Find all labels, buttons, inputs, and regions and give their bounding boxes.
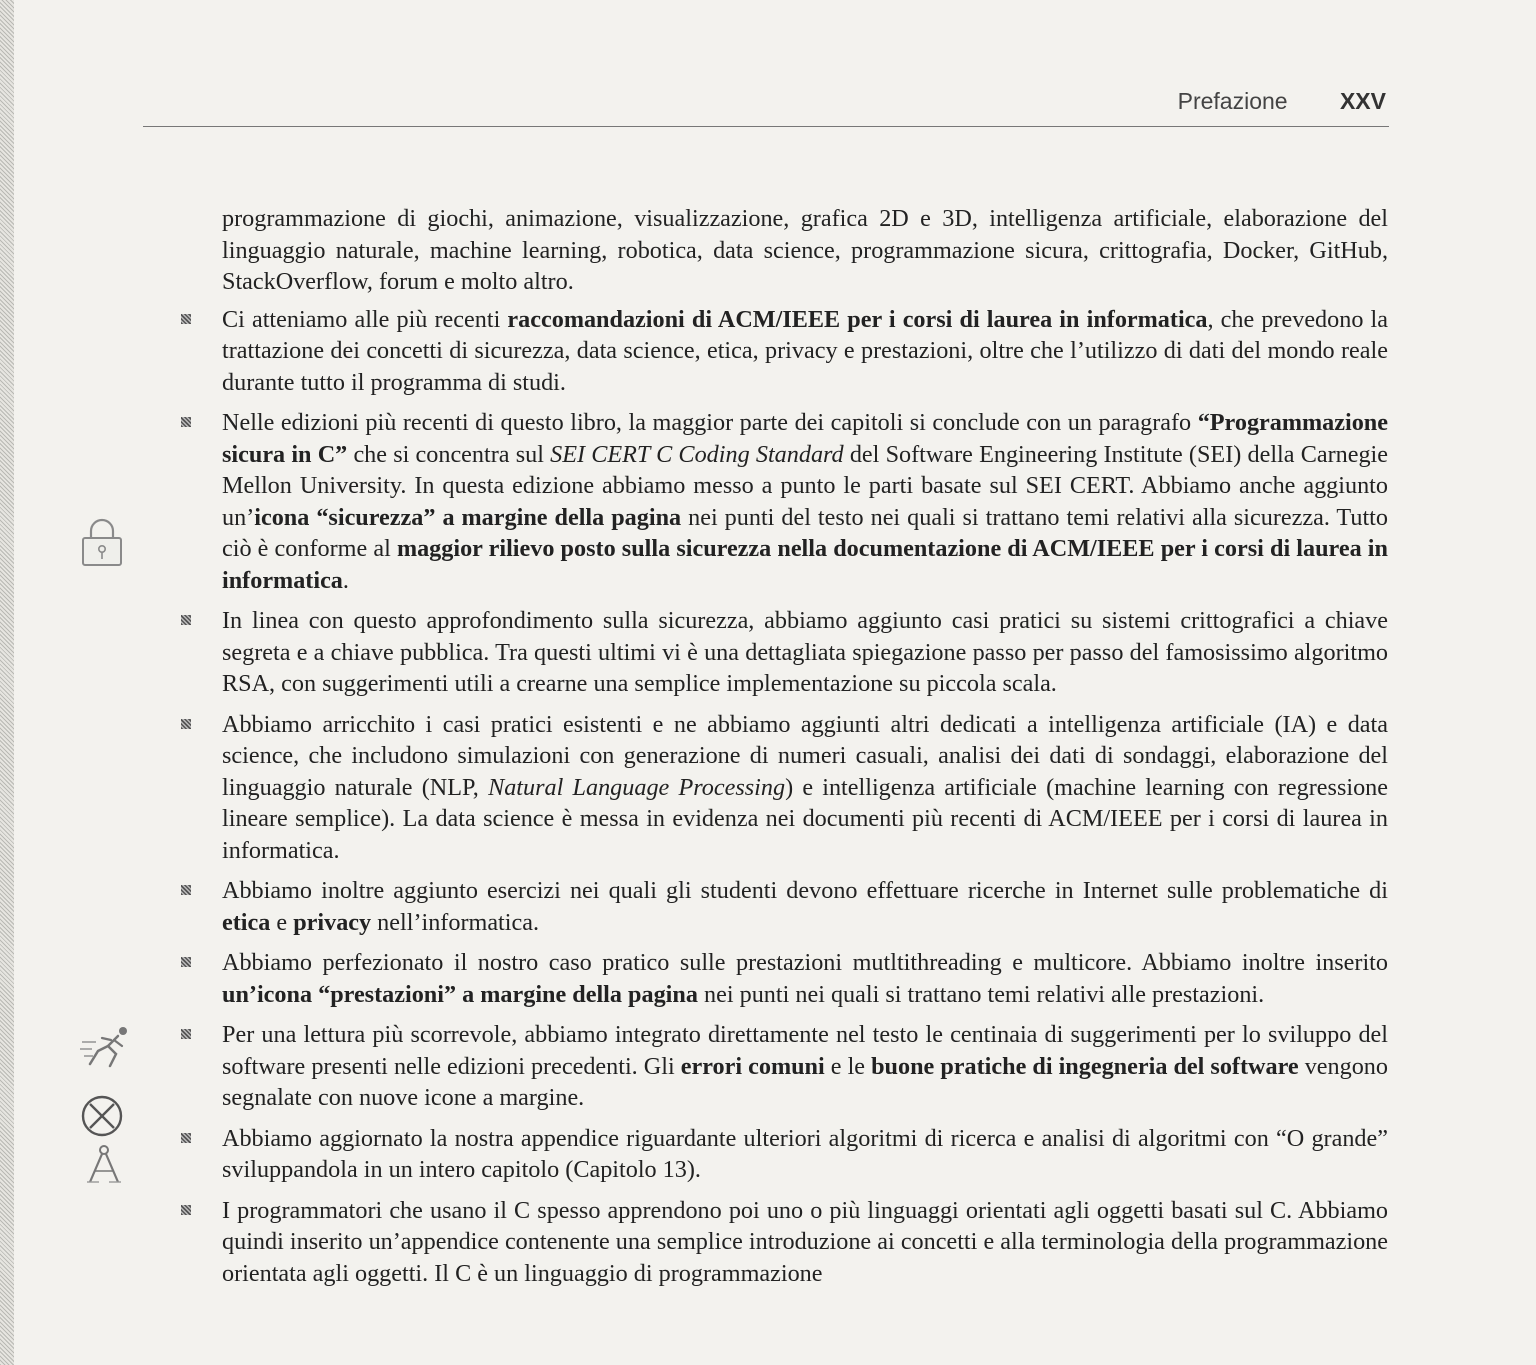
list-item: Ci atteniamo alle più recenti raccomandazioni di ACM/IEEE per i corsi di laurea in informatica, che prevedono la trattazione dei concetti di sicurezza, data science, etica, privacy e prestazioni, oltre che l’utilizzo di dati del mondo reale durante tutto il programma di studi. (222, 304, 1388, 399)
bullet-icon (181, 885, 191, 895)
list-item: Nelle edizioni più recenti di questo libro, la maggior parte dei capitoli si conclude con un paragrafo “Programmazione sicura in C” che si concentra sul SEI CERT C Coding Standard del Software Engineering Institute (SEI) della Carnegie Mellon University. In questa edizione abbiamo messo a punto le parti basate sul SEI CERT. Abbiamo anche aggiunto un’icona “sicurezza” a margine della pagina nei punti del testo nei quali si trattano temi relativi alla sicurezza. Tutto ciò è conforme al maggior rilievo posto sulla sicurezza nella documentazione di ACM/IEEE per i corsi di laurea in informatica. (222, 407, 1388, 596)
page-number: XXV (1339, 88, 1386, 114)
list-item: Abbiamo perfezionato il nostro caso pratico sulle prestazioni mutltithreading e multicore. Abbiamo inoltre inserito un’icona “prestazioni” a margine della pagina nei punti nei quali si trattano temi relativi alle prestazioni. (222, 947, 1388, 1010)
bullet-icon (181, 1205, 191, 1215)
running-head (1178, 88, 1386, 115)
list-item: Abbiamo aggiornato la nostra appendice riguardante ulteriori algoritmi di ricerca e analisi di algoritmi con “O grande” sviluppandola in un intero capitolo (Capitolo 13). (222, 1123, 1388, 1186)
section-title: Prefazione (1177, 88, 1288, 114)
list-item: Abbiamo arricchito i casi pratici esistenti e ne abbiamo aggiunti altri dedicati a intelligenza artificiale (IA) e data science, che includono simulazioni con generazione di numeri casuali, analisi dei dati di sondaggi, elaborazione del linguaggio naturale (NLP, Natural Language Processing) e intelligenza artificiale (machine learning con regressione lineare semplice). La data science è messa in evidenza nei documenti più recenti di ACM/IEEE per i corsi di laurea in informatica. (222, 709, 1388, 867)
common-error-icon (80, 1094, 124, 1138)
list-item: Abbiamo inoltre aggiunto esercizi nei quali gli studenti devono effettuare ricerche in Internet sulle problematiche di etica e privacy nell’informatica. (222, 875, 1388, 938)
list-item: In linea con questo approfondimento sulla sicurezza, abbiamo aggiunto casi pratici su sistemi crittografici a chiave segreta e a chiave pubblica. Tra questi ultimi vi è una dettagliata spiegazione passo per passo del famosissimo algoritmo RSA, con suggerimenti utili a crearne una semplice implementazione su piccola scala. (222, 605, 1388, 700)
bullet-icon (181, 615, 191, 625)
bullet-icon (181, 314, 191, 324)
bullet-icon (181, 1029, 191, 1039)
scan-edge (0, 0, 14, 1365)
list-item: Per una lettura più scorrevole, abbiamo integrato direttamente nel testo le centinaia di suggerimenti per lo sviluppo del software presenti nelle edizioni precedenti. Gli errori comuni e le buone pratiche di ingegneria del software vengono segnalate con nuove icone a margine. (222, 1019, 1388, 1114)
feature-list (222, 304, 1388, 1290)
bullet-icon (181, 719, 191, 729)
list-item: I programmatori che usano il C spesso apprendono poi uno o più linguaggi orientati agli oggetti basati sul C. Abbiamo quindi inserito un’appendice contenente una semplice introduzione ai concetti e alla terminologia della programmazione orientata agli oggetti. Il C è un linguaggio di programmazione (222, 1195, 1388, 1290)
bullet-icon (181, 417, 191, 427)
header-rule (143, 126, 1389, 127)
intro-paragraph: programmazione di giochi, animazione, visualizzazione, grafica 2D e 3D, intelligenza artificiale, elaborazione del linguaggio naturale, machine learning, robotica, data science, programmazione sicura, crittografia, Docker, GitHub, StackOverflow, forum e molto altro. (222, 205, 1388, 295)
performance-runner-icon (78, 1024, 132, 1070)
bullet-icon (181, 1133, 191, 1143)
software-engineering-compass-icon (83, 1144, 125, 1186)
page-body (222, 203, 1388, 1298)
security-padlock-icon (80, 516, 124, 568)
bullet-icon (181, 957, 191, 967)
